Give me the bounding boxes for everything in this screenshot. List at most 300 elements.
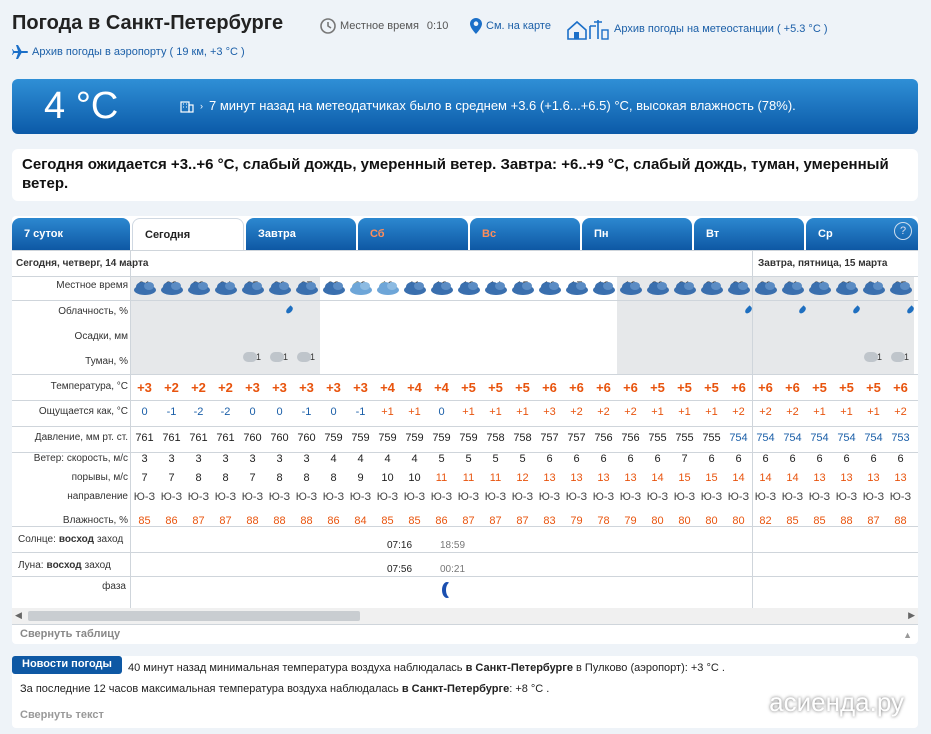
wind-speed-cell: 6 [573,453,580,465]
humidity-cell: 88 [894,515,907,527]
wind-direction-cell: Ю-З [484,491,507,503]
sunset-time: 18:59 [440,540,466,551]
humidity-cell: 87 [516,515,529,527]
gust-cell: 10 [381,472,394,484]
pressure-cell: 760 [270,432,289,444]
chevron-right-icon: › [200,100,203,111]
wind-direction-cell: Ю-З [889,491,912,503]
feels-like-cell: +2 [894,406,907,418]
wind-direction-cell: Ю-З [727,491,750,503]
feels-like-cell: +1 [462,406,475,418]
sunrise-time: 07:16 [387,540,413,551]
current-temperature: 4 °C [44,85,119,127]
temperature-cell: +4 [380,380,395,395]
wind-direction-cell: Ю-З [808,491,831,503]
tab-2[interactable]: Завтра [246,218,356,250]
overcast-cloud-icon [402,280,428,296]
map-link[interactable] [470,18,551,34]
forecast-summary: Сегодня ожидается +3..+6 °C, слабый дождь, умеренный ветер. Завтра: +6..+9 °C, слабый дождь, туман, умеренный ветер. [12,149,918,201]
humidity-cell: 80 [678,515,691,527]
wind-direction-cell: Ю-З [700,491,723,503]
wind-speed-cell: 6 [762,453,769,465]
temperature-cell: +5 [839,380,854,395]
label-temp: Температура, °C [50,381,128,392]
news-line-2-text: За последние 12 часов максимальная температура воздуха наблюдалась [20,683,402,695]
feels-like-cell: +2 [624,406,637,418]
scroll-right-icon[interactable]: ▶ [908,610,915,620]
day-header-today: Сегодня, четверг, 14 марта [16,258,149,269]
pressure-cell: 753 [891,432,910,444]
wind-direction-cell: Ю-З [754,491,777,503]
wind-speed-cell: 5 [519,453,526,465]
wind-speed-cell: 6 [546,453,553,465]
overcast-cloud-icon [159,280,185,296]
pressure-cell: 759 [459,432,478,444]
wind-speed-cell: 6 [627,453,634,465]
row-divider [12,300,918,301]
wind-speed-cell: 6 [654,453,661,465]
humidity-cell: 84 [354,515,367,527]
row-divider [12,552,918,553]
forecast-table-panel [12,216,918,644]
wind-speed-cell: 3 [276,453,283,465]
tab-1[interactable]: Сегодня [132,218,244,250]
pressure-cell: 760 [297,432,316,444]
weather-news [12,656,918,728]
humidity-cell: 86 [327,515,340,527]
label-pressure: Давление, мм рт. ст. [34,432,128,443]
tab-4[interactable]: Вс [470,218,580,250]
wind-direction-cell: Ю-З [349,491,372,503]
gust-cell: 14 [786,472,799,484]
airport-link-text[interactable]: Архив погоды в аэропорту ( 19 км, +3 °C ) [32,46,245,58]
humidity-cell: 85 [813,515,826,527]
map-link-text[interactable]: См. на карте [486,20,551,32]
humidity-cell: 87 [219,515,232,527]
temperature-cell: +3 [137,380,152,395]
feels-like-cell: 0 [249,406,256,418]
gust-cell: 13 [840,472,853,484]
wind-speed-cell: 5 [465,453,472,465]
pressure-cell: 756 [621,432,640,444]
collapse-arrow-icon[interactable]: ▲ [903,630,912,640]
feels-like-cell: 0 [276,406,283,418]
feels-like-cell: +1 [867,406,880,418]
overcast-cloud-icon [186,280,212,296]
overcast-cloud-icon [888,280,914,296]
wind-direction-cell: Ю-З [241,491,264,503]
collapse-table-link[interactable]: Свернуть таблицу [20,628,121,640]
temperature-cell: +6 [731,380,746,395]
gust-cell: 14 [651,472,664,484]
temperature-cell: +3 [326,380,341,395]
news-line-1-city: в Санкт-Петербурге [465,662,573,674]
overcast-cloud-icon [672,280,698,296]
feels-like-cell: +1 [408,406,421,418]
feels-like-cell: +2 [597,406,610,418]
label-wind_speed: Ветер: скорость, м/с [33,453,128,464]
feels-like-cell: +2 [732,406,745,418]
feels-like-cell: 0 [141,406,148,418]
weather-news-button[interactable]: Новости погоды [12,656,122,674]
humidity-cell: 85 [381,515,394,527]
temperature-cell: +5 [461,380,476,395]
label-precip: Осадки, мм [74,331,128,342]
wind-speed-cell: 3 [303,453,310,465]
wind-direction-cell: Ю-З [457,491,480,503]
pressure-cell: 761 [162,432,181,444]
row-divider [12,374,918,375]
wind-direction-cell: Ю-З [538,491,561,503]
temperature-cell: +5 [704,380,719,395]
temperature-cell: +6 [758,380,773,395]
wind-speed-cell: 7 [681,453,688,465]
wind-direction-cell: Ю-З [133,491,156,503]
humidity-cell: 79 [570,515,583,527]
label-moon-0: Луна: [18,560,44,571]
feels-like-cell: +1 [840,406,853,418]
temperature-cell: +6 [542,380,557,395]
overcast-cloud-icon [267,280,293,296]
label-clouds: Облачность, % [58,306,128,317]
temperature-cell: +5 [677,380,692,395]
pressure-cell: 760 [243,432,262,444]
label-moon-phase: фаза [102,581,126,592]
humidity-cell: 86 [435,515,448,527]
temperature-cell: +3 [245,380,260,395]
news-line-1 [128,662,725,674]
humidity-cell: 86 [165,515,178,527]
temperature-cell: +3 [299,380,314,395]
humidity-cell: 88 [300,515,313,527]
humidity-cell: 88 [273,515,286,527]
humidity-cell: 88 [840,515,853,527]
page-title: Погода в Санкт-Петербурге [12,12,284,34]
day-tabs [12,216,918,250]
wind-direction-cell: Ю-З [403,491,426,503]
wind-speed-cell: 6 [897,453,904,465]
pressure-cell: 756 [594,432,613,444]
wind-direction-cell: Ю-З [430,491,453,503]
feels-like-cell: +2 [570,406,583,418]
wind-direction-cell: Ю-З [295,491,318,503]
humidity-cell: 87 [867,515,880,527]
feels-like-cell: -2 [220,406,231,418]
overcast-cloud-icon [618,280,644,296]
gust-cell: 8 [195,472,202,484]
pressure-cell: 759 [351,432,370,444]
temperature-cell: +5 [812,380,827,395]
label-direction: направление [67,491,128,502]
page-header [12,10,919,58]
feels-like-cell: -1 [301,406,312,418]
forecast-grid [12,250,918,624]
row-divider [12,250,918,251]
gust-cell: 11 [435,472,448,484]
wind-speed-cell: 6 [843,453,850,465]
wind-direction-cell: Ю-З [565,491,588,503]
overcast-cloud-icon [240,280,266,296]
wind-direction-cell: Ю-З [646,491,669,503]
fog-value: 1 [876,352,882,362]
temperature-cell: +5 [488,380,503,395]
pressure-cell: 754 [756,432,775,444]
news-line-2-city: в Санкт-Петербурге [401,683,510,695]
pressure-cell: 759 [405,432,424,444]
humidity-cell: 87 [192,515,205,527]
feels-like-cell: +1 [705,406,718,418]
tab-7[interactable]: Ср [806,218,918,250]
feels-like-cell: +1 [381,406,394,418]
scrollbar-thumb[interactable] [28,611,360,621]
pressure-cell: 754 [729,432,748,444]
wind-speed-cell: 3 [168,453,175,465]
current-weather-banner [12,79,918,134]
wind-direction-cell: Ю-З [781,491,804,503]
gust-cell: 13 [543,472,556,484]
overcast-cloud-icon [510,280,536,296]
wind-speed-cell: 6 [870,453,877,465]
gust-cell: 8 [330,472,337,484]
pressure-cell: 758 [513,432,532,444]
temperature-cell: +5 [515,380,530,395]
humidity-cell: 79 [624,515,637,527]
partly-cloudy-icon [348,280,374,296]
wind-speed-cell: 6 [708,453,715,465]
overcast-cloud-icon [321,280,347,296]
tab-0[interactable]: 7 суток [12,218,130,250]
feels-like-cell: -2 [193,406,204,418]
moonrise-time: 07:56 [387,564,413,575]
pressure-cell: 755 [702,432,721,444]
wind-speed-cell: 4 [384,453,391,465]
clock-icon [320,18,336,34]
wind-direction-cell: Ю-З [214,491,237,503]
temperature-cell: +6 [623,380,638,395]
gust-cell: 14 [732,472,745,484]
wind-speed-cell: 5 [492,453,499,465]
temperature-cell: +6 [893,380,908,395]
pressure-cell: 754 [810,432,829,444]
wind-speed-cell: 6 [735,453,742,465]
sensor-summary [180,98,796,113]
gust-cell: 9 [357,472,364,484]
label-feels: Ощущается как, °C [38,406,128,417]
gust-cell: 12 [516,472,529,484]
overcast-cloud-icon [807,280,833,296]
gust-cell: 13 [570,472,583,484]
overcast-cloud-icon [294,280,320,296]
gust-cell: 7 [249,472,256,484]
feels-like-cell: +1 [678,406,691,418]
label-sun-1: восход [58,534,94,545]
label-gusts: порывы, м/с [71,472,128,483]
gust-cell: 13 [624,472,637,484]
gust-cell: 11 [489,472,502,484]
overcast-cloud-icon [483,280,509,296]
tab-6[interactable]: Вт [694,218,804,250]
feels-like-cell: 0 [330,406,337,418]
wind-direction-cell: Ю-З [592,491,615,503]
label-sun-2: заход [96,534,124,545]
news-line-1-text: 40 минут назад минимальная температура воздуха наблюдалась [128,662,466,674]
collapse-text-link[interactable]: Свернуть текст [20,709,104,721]
pressure-cell: 754 [783,432,802,444]
pressure-cell: 759 [378,432,397,444]
tab-3[interactable]: Сб [358,218,468,250]
row-divider [12,276,918,277]
wind-direction-cell: Ю-З [862,491,885,503]
wind-speed-cell: 6 [789,453,796,465]
humidity-cell: 80 [705,515,718,527]
label-moon-2: заход [84,560,111,571]
wind-speed-cell: 4 [330,453,337,465]
station-link-text[interactable]: Архив погоды на метеостанции ( +5.3 °C ) [614,23,828,35]
humidity-cell: 82 [759,515,772,527]
gust-cell: 8 [222,472,229,484]
gust-cell: 8 [276,472,283,484]
temperature-cell: +3 [353,380,368,395]
temperature-cell: +4 [434,380,449,395]
gust-cell: 13 [813,472,826,484]
wind-direction-cell: Ю-З [187,491,210,503]
overcast-cloud-icon [753,280,779,296]
map-pin-icon [470,18,482,34]
sensor-summary-text: 7 минут назад на метеодатчиках было в среднем +3.6 (+1.6...+6.5) °C, высокая влажность (78%). [209,98,796,113]
row-divider [12,426,918,427]
feels-like-cell: +2 [759,406,772,418]
local-time-value: 0:10 [426,20,449,32]
tab-5[interactable]: Пн [582,218,692,250]
label-time: Местное время [56,280,128,291]
gust-cell: 7 [141,472,148,484]
fog-icon [891,352,909,364]
gust-cell: 7 [168,472,175,484]
humidity-cell: 87 [489,515,502,527]
label-fog: Туман, % [85,356,128,367]
site-watermark: асиенда.ру [769,687,904,717]
help-icon[interactable]: ? [894,222,912,240]
airport-link[interactable] [12,45,245,59]
news-line-2-tail: : +8 °C . [509,683,550,695]
gust-cell: 10 [408,472,421,484]
feels-like-cell: +2 [786,406,799,418]
gust-cell: 13 [597,472,610,484]
overcast-cloud-icon [456,280,482,296]
pressure-cell: 755 [675,432,694,444]
pressure-cell: 757 [567,432,586,444]
fog-icon [297,352,315,364]
humidity-cell: 87 [462,515,475,527]
label-sun [18,534,134,545]
feels-like-cell: 0 [438,406,445,418]
news-line-1-tail: в Пулково (аэропорт): +3 °C . [572,662,725,674]
pressure-cell: 761 [189,432,208,444]
wind-direction-cell: Ю-З [835,491,858,503]
pressure-cell: 759 [432,432,451,444]
wind-speed-cell: 6 [816,453,823,465]
overcast-cloud-icon [132,280,158,296]
gust-cell: 13 [894,472,907,484]
overcast-cloud-icon [429,280,455,296]
sensor-building-icon [180,99,194,113]
fog-icon [243,352,261,364]
feels-like-cell: -1 [355,406,366,418]
feels-like-cell: +1 [489,406,502,418]
pressure-cell: 757 [540,432,559,444]
wind-speed-cell: 3 [141,453,148,465]
humidity-cell: 85 [786,515,799,527]
wind-speed-cell: 4 [357,453,364,465]
temperature-cell: +3 [272,380,287,395]
label-sun-0: Солнце: [18,534,56,545]
overcast-cloud-icon [861,280,887,296]
weather-station-icon [566,18,610,40]
overcast-cloud-icon [537,280,563,296]
fog-icon [864,352,882,364]
gust-cell: 8 [303,472,310,484]
humidity-cell: 88 [246,515,259,527]
wind-direction-cell: Ю-З [322,491,345,503]
gust-cell: 13 [867,472,880,484]
wind-speed-cell: 3 [195,453,202,465]
label-moon [18,560,134,571]
fog-icon [270,352,288,364]
fog-value: 1 [309,352,315,362]
wind-direction-cell: Ю-З [673,491,696,503]
temperature-cell: +5 [650,380,665,395]
overcast-cloud-icon [564,280,590,296]
feels-like-cell: -1 [166,406,177,418]
pressure-cell: 755 [648,432,667,444]
wind-speed-cell: 3 [222,453,229,465]
station-link[interactable] [566,18,828,40]
overcast-cloud-icon [213,280,239,296]
overcast-cloud-icon [591,280,617,296]
wind-direction-cell: Ю-З [511,491,534,503]
wind-direction-cell: Ю-З [376,491,399,503]
humidity-cell: 80 [732,515,745,527]
day-header-tomorrow: Завтра, пятница, 15 марта [758,258,888,269]
temperature-cell: +2 [164,380,179,395]
wind-direction-cell: Ю-З [160,491,183,503]
pressure-cell: 761 [216,432,235,444]
feels-like-cell: +1 [516,406,529,418]
humidity-cell: 83 [543,515,556,527]
wind-direction-cell: Ю-З [268,491,291,503]
temperature-cell: +6 [569,380,584,395]
overcast-cloud-icon [699,280,725,296]
temperature-cell: +6 [785,380,800,395]
row-divider [12,400,918,401]
fog-value: 1 [282,352,288,362]
moonset-time: 00:21 [440,564,466,575]
gust-cell: 15 [705,472,718,484]
pressure-cell: 758 [486,432,505,444]
moon-phase-icon [446,582,456,598]
humidity-cell: 80 [651,515,664,527]
wind-direction-cell: Ю-З [619,491,642,503]
wind-speed-cell: 4 [411,453,418,465]
wind-speed-cell: 3 [249,453,256,465]
scroll-left-icon[interactable]: ◀ [15,610,22,620]
temperature-cell: +4 [407,380,422,395]
overcast-cloud-icon [645,280,671,296]
airplane-icon [12,45,28,59]
feels-like-cell: +3 [543,406,556,418]
feels-like-cell: +1 [813,406,826,418]
horizontal-scrollbar[interactable] [12,608,918,624]
